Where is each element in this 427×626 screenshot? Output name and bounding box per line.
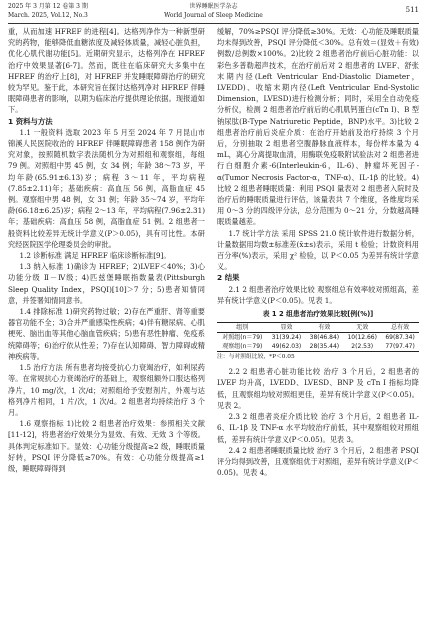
paragraph: 1.1 一般资料 选取 2023 年 5 月至 2024 年 7 月昆山市锦溪人民医院收治的 HFREF 伴睡眠障碍患者 158 例作为研究对象，按照随机数字表法随机分为对照组和观察组，每组 79 例。对照组中男 45 例，女 34 例；年龄 38～73 岁，平均年龄(65.91±6.13)岁；病程 3～11 年，平均病程(7.85±2.11)年；基础疾病：高血压 56 例，高脂血症 45 例。观察组中男 48 例，女 31 例；年龄 35～74 岁，平均年龄(66.18±6.25)岁；病程 2～13 年，平均病程(7.96±2.31)年；基础疾病：高血压 58 例，高脂血症 51 例。2 组患者一般资料比较差异无统计学意义(P＞0.05)，具有可比性。本研究经医院医学伦理委员会的审批。 — [8, 127, 205, 249]
paragraph: 2.1 2 组患者治疗效果比较 观察组总有效率较对照组高，差异有统计学意义(P＜0.05)。见表 1。 — [217, 284, 419, 305]
issue-info-cn: 2025 年 3 月第 12 卷第 3 期 — [8, 3, 88, 10]
section-heading: 1 资料与方法 — [8, 116, 53, 126]
table-cell: 49(62.03) — [271, 343, 302, 351]
table-cell: 对照组(n＝79) — [222, 334, 263, 342]
table-header-cell: 总有效 — [391, 324, 410, 332]
table-cell: 2(2.53) — [351, 343, 374, 351]
table-1-grid — [217, 322, 419, 352]
table-header-cell: 无效 — [356, 324, 369, 332]
paragraph: 2.3 2 组患者炎症介质比较 治疗 3 个月后，2 组患者 IL-6、IL-1β 及 TNF-α 水平均较治疗前低，其中观察组较对照组低，差异有统计学意义(P＜0.05)。见表 3。 — [217, 412, 419, 444]
table-row — [217, 333, 419, 343]
running-header — [8, 3, 419, 24]
table-cell: 38(46.84) — [309, 334, 340, 342]
page-number: 511 — [405, 6, 419, 14]
left-column — [8, 26, 205, 474]
table-1-note: 注：与对照组比较，*P＜0.05 — [217, 354, 295, 361]
paragraph: 1.2 诊断标准 满足 HFREF 临床诊断标准[9]。 — [19, 251, 171, 261]
table-1 — [217, 309, 419, 362]
table-cell: 观察组(n＝79) — [222, 343, 263, 351]
table-header-cell: 有效 — [318, 324, 331, 332]
table-cell: 10(12.66) — [347, 334, 377, 342]
table-cell: 31(39.24) — [271, 334, 302, 342]
paragraph: 1.3 纳入标准 1)确诊为 HFREF；2)LVEF＜40%；3)心功能分级 Ⅱ－Ⅳ级；4)匹兹堡睡眠指数量表(Pittsburgh Sleep Quality Index，PSQI)[10]＞7 分；5)患者知情同意，并签署知情同意书。 — [8, 262, 205, 305]
table-header-cell: 组别 — [236, 324, 249, 332]
table-cell: 69(87.34) — [385, 334, 415, 342]
table-1-title: 表 1 2 组患者治疗效果比较[例(%)] — [262, 310, 374, 319]
table-cell: 28(35.44) — [309, 343, 340, 351]
issue-info-en: March. 2025, Vol.12, No.3 — [8, 11, 88, 19]
right-column — [217, 26, 419, 478]
paragraph: 1.6 观察指标 1)比较 2 组患者治疗效果：参照相关文献[11-12]，将患者治疗效果分为显效、有效、无效 3 个等级。具体判定标准如下。显效：心功能分级提高≥2 级，睡眠质量好转，PSQI 评分降低≥70%。有效：心功能分级提高≥1 级，睡眠障碍得到 — [8, 419, 205, 473]
table-header-cell: 显效 — [280, 324, 293, 332]
paragraph: 1.4 排除标准 1)研究药物过敏；2)存在严重肝、肾等重要器官功能不全；3)合并严重感染性疾病；4)伴有糖尿病、心肌梗死、脑出血等其他心脑血管疾病；5)患有恶性肿瘤、免疫系统障碍等；6)治疗依从性差；7)存在认知障碍、智力障碍或精神疾病等。 — [8, 307, 205, 361]
section-heading: 2 结果 — [217, 273, 240, 283]
paragraph: 1.7 统计学方法 采用 SPSS 21.0 统计软件进行数据分析，计量数据用均数±标准差(x̄±s)表示，采用 t 检验；计数资料用百分率(%)表示，采用 χ² 检验，以 P＜0.05 为差异有统计学意义。 — [217, 228, 419, 272]
journal-name-en: World Journal of Sleep Medicine — [164, 11, 263, 19]
paragraph: 1.5 治疗方法 所有患者均接受抗心力衰竭治疗，如利尿药等。在常规抗心力衰竭治疗的基础上，观察组额外口服达格列净片，10 mg/次，1 次/d；对照组给予安慰剂片，外观与达格列净片相同，1 片/次，1 次/d。2 组患者均持续治疗 3 个月。 — [8, 363, 205, 417]
right-column-bottom — [217, 366, 419, 478]
paragraph: 缓解，70%≥PSQI 评分降低≥30%。无效：心功能及睡眠质量均未得到改善，PSQI 评分降低＜30%。总有效＝(显效＋有效)例数/总例数×100%。2)比较 2 组患者治疗前后心脏功能：以彩色多普勒超声技术，在治疗前后对 2 组患者的 LVEF、舒张末期内径(Left Ventricular End-Diastolic Diameter，LVEDD)、收缩末期内径(Left Ventricular End-Systolic Dimension，LVESD)进行检测分析；同时，采用全自动免疫分析仪，检测 2 组患者治疗前后的心肌肌钙蛋白(cTn I)、B 型钠尿肽(B-Type Natriuretic Peptide，BNP)水平。3)比较 2 组患者治疗前后炎症介质：在治疗开始前及治疗持续 3 个月后，分别抽取 2 组患者空腹静脉血液样本，每份样本量为 4 mL，离心分离提取血清，用酶联免疫吸附试验法对 2 组患者进行白细胞介素-6(Interleukin-6，IL-6)、肿瘤坏死因子-α(Tumor Necrosis Factor-α，TNF-α)、IL-1β 的比较。4)比较 2 组患者睡眠质量：利用 PSQI 量表对 2 组患者入院时及治疗后的睡眠质量进行评估，该量表共 7 个维度，各维度均采用 0～3 分的四级评分法，总分范围为 0～21 分，分数越高睡眠质量越差。 — [217, 27, 419, 227]
journal-name-cn: 世界睡眠医学杂志 — [189, 3, 238, 10]
table-1-header-row — [217, 323, 419, 333]
paragraph: 重，从而加速 HFREF 的进程[4]。达格列净作为一种新型研究的药物，能够降低血糖浓度及减轻体质量，减轻心脏负担，优化心肌代谢功能[5]。近期研究显示，达格列净在 HFREF 治疗中效果显著[6-7]。然而，既往在临床研究大多集中在 HFREF 的治疗上[8]，对 HFREF 并发睡眠障碍治疗的研究较为罕见。鉴于此，本研究旨在探讨达格列净对 HFREF 伴睡眠障碍患者的影响，以期为临床治疗提供理论依据。现报道如下。 — [8, 27, 205, 115]
paragraph: 2.2 2 组患者心脏功能比较 治疗 3 个月后，2 组患者的 LVEF 均升高，LVEDD、LVESD、BNP 及 cTn I 指标均降低，且观察组均较对照组更佳，差异有统计学意义(P＜0.05)。见表 2。 — [217, 367, 419, 410]
journal-name — [8, 3, 419, 20]
table-row — [217, 342, 419, 352]
table-1-body — [217, 333, 419, 352]
right-column-top — [217, 26, 419, 306]
table-cell: 77(97.47) — [385, 343, 415, 351]
paragraph: 2.4 2 组患者睡眠质量比较 治疗 3 个月后，2 组患者 PSQI 评分均得到改善，且观察组优于对照组，差异有统计学意义(P＜0.05)。见表 4。 — [217, 445, 419, 478]
